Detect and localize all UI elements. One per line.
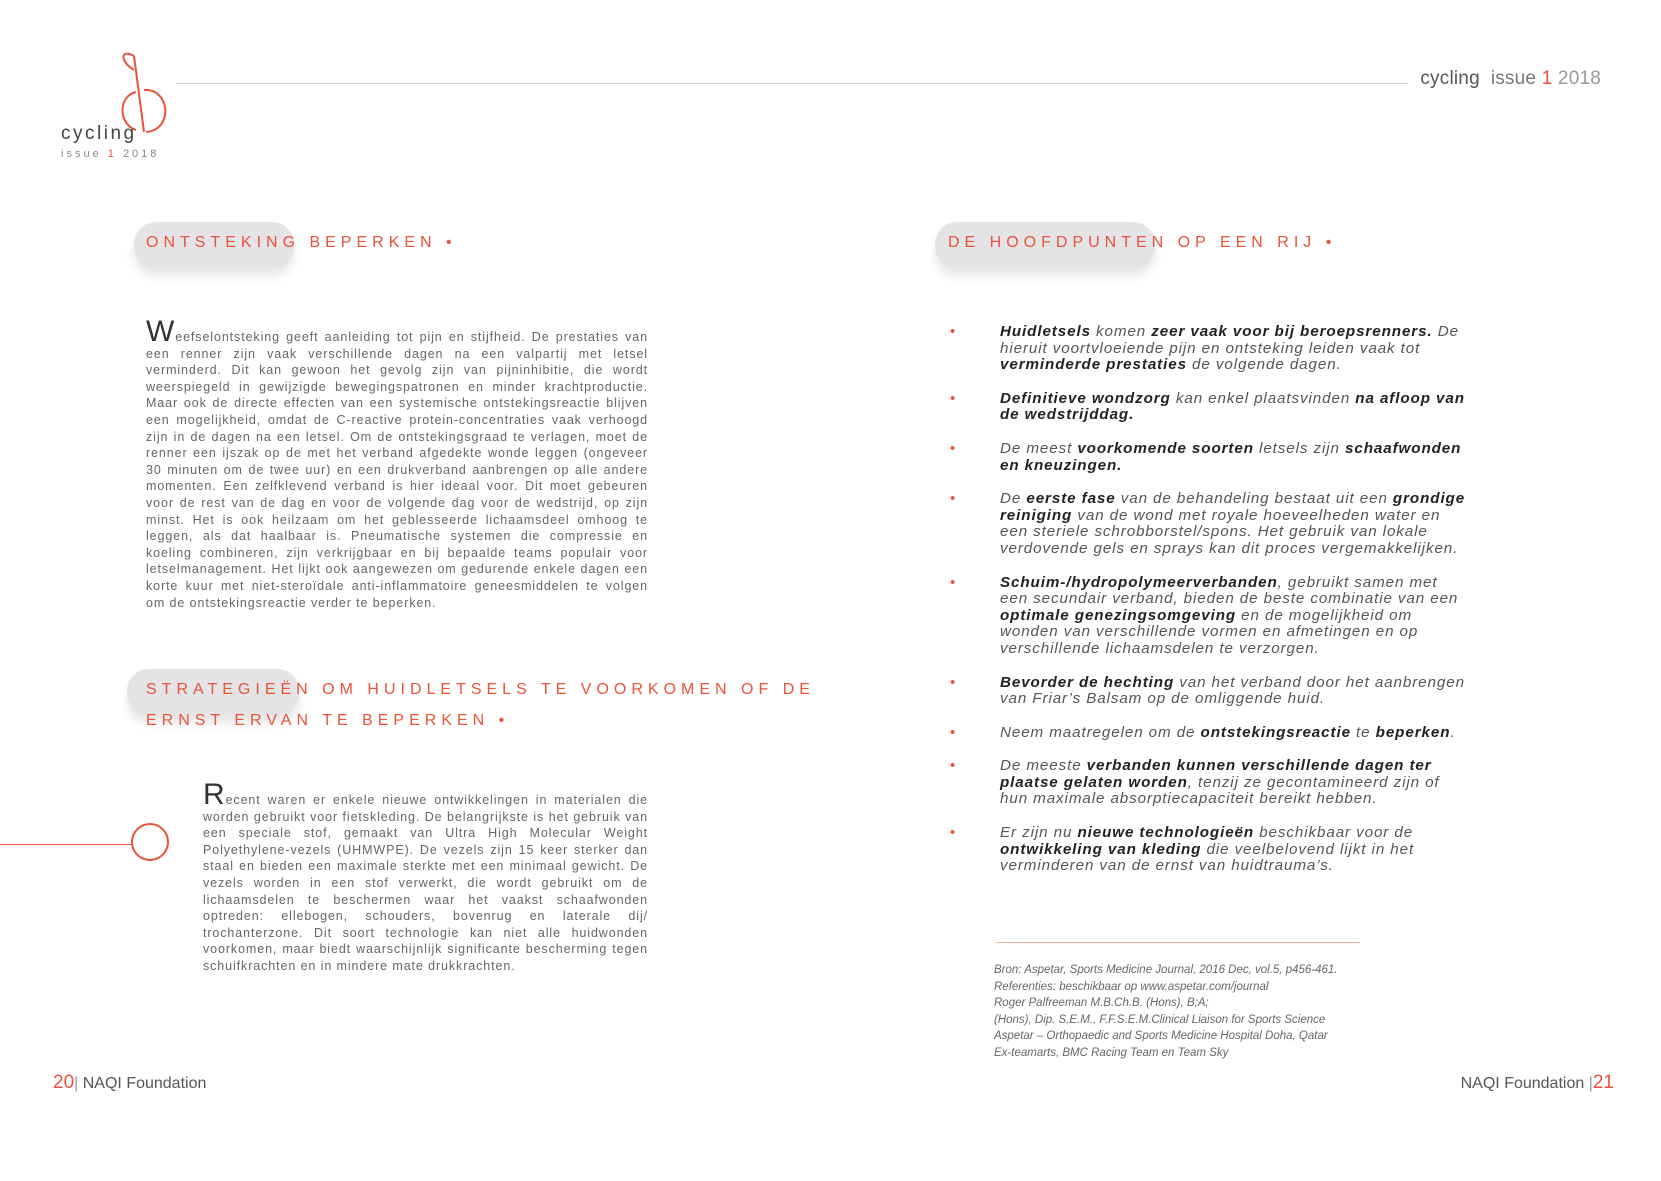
section-heading-ontsteking: ONTSTEKING BEPERKEN • xyxy=(146,234,457,251)
bullet-dot-icon: • xyxy=(950,490,957,508)
key-point-item: • Definitieve wondzorg kan enkel plaatsvinden na afloop van de wedstrijddag. xyxy=(950,389,1465,424)
source-line: Referenties: beschikbaar op www.aspetar.com/journal xyxy=(994,980,1269,993)
key-point-item: • Bevorder de hechting van het verband door het aanbrengen van Friar’s Balsam op de omliggende huid. xyxy=(950,673,1465,708)
bullet-dot-icon: • xyxy=(950,389,957,407)
section-body-strategieen: Recent waren er enkele nieuwe ontwikkelingen in materialen die worden gebruikt voor fietskleding. De belangrijkste is het gebruik van een speciale stof, gemaakt van Ultra High Molecular Weight Polyethylene-vezels (UHMWPE). De vezels zijn 15 keer sterker dan staal en bieden een maximale sterkte met een minimaal gewicht. De vezels worden in een stof verwerkt, die wordt gebruikt om de lichaamsdelen te beschermen waar het vaakst schaafwonden optreden: ellebogen, schouders, bovenrug en laterale dij/ trochanterzone. Dit soort technologie kan niet alle huidwonden voorkomen, maar biedt waarschijnlijk significante bescherming tegen schuifkrachten en in mindere mate drukkrachten. xyxy=(203,778,648,973)
key-point-item: • Huidletsels komen zeer vaak voor bij beroepsrenners. De hieruit voortvloeiende pijn en ontsteking leiden vaak tot verminderde prestaties de volgende dagen. xyxy=(950,323,1459,374)
dropcap: W xyxy=(146,315,176,348)
dropcap: R xyxy=(203,778,226,811)
header-issue: cycling issue 1 2018 xyxy=(1420,68,1601,89)
footer-org: NAQI Foundation xyxy=(1460,1075,1585,1092)
page-number-right: 21 xyxy=(1592,1072,1614,1093)
source-references xyxy=(994,962,1414,1062)
key-point-item: • Neem maatregelen om de ontstekingsreactie te beperken. xyxy=(950,723,1456,741)
section-heading-strategieen-line2: ERNST ERVAN TE BEPERKEN • xyxy=(146,712,510,729)
footer-left: 20| NAQI Foundation xyxy=(53,1072,207,1093)
key-points-list xyxy=(946,324,1466,892)
source-divider xyxy=(996,942,1360,943)
key-point-item: • De meeste verbanden kunnen verschillende dagen ter plaatse gelaten worden, tenzij ze gecontamineerd zijn of hun maximale absorptiecapaciteit bereikt hebben. xyxy=(950,757,1440,808)
header-rule xyxy=(176,83,1408,84)
key-point-item: • Schuim-/hydropolymeerverbanden, gebruikt samen met een secundair verband, bieden de beste combinatie van een optimale genezingsomgeving en de mogelijkheid om wonden van verschillende vormen en afmetingen en op verschillende lichaamsdelen te verzorgen. xyxy=(950,573,1459,657)
page-number-left: 20 xyxy=(53,1072,75,1093)
bullet-dot-icon: • xyxy=(950,439,957,457)
circle-icon xyxy=(131,823,169,861)
source-line: Aspetar – Orthopaedic and Sports Medicine Hospital Doha, Qatar xyxy=(994,1030,1328,1043)
footer-org: NAQI Foundation xyxy=(82,1075,207,1092)
section-body-ontsteking: Weefselontsteking geeft aanleiding tot pijn en stijfheid. De prestaties van een renner zijn vaak verschillende dagen na een valpartij met letsel verminderd. Dit kan gewoon het gevolg zijn van pijninhibitie, die wordt weerspiegeld in gewijzigde bewegingspatronen en minder krachtproductie. Maar ook de directe effecten van een systemische ontstekingsreactie blijven een mogelijkheid, omdat de C-reactive protein-concentraties vaak verhoogd zijn in de dagen na een letsel. Om de ontstekingsgraad te verlagen, moet de renner een ijszak op de met het verband afgedekte wonde leggen (ongeveer 30 minuten om de twee uur) en een drukverband aanbrengen op alle andere momenten. Een zelfklevend verband is hier ideaal voor. Dit moet gebeuren voor de rest van de dag en voor de volgende dag voor de wedstrijd, op zijn minst. Het is ook heilzaam om het geblesseerde lichaamsdeel omhoog te leggen, als dat haalbaar is. Pneumatische systemen die compressie en koeling combineren, zijn verkrijgbaar en bij bepaalde teams populair voor letselmanagement. Het lijkt ook aangewezen om gedurende enkele dagen een korte kuur met niet-steroïdale anti-inflammatoire geneesmiddelen te volgen om de ontstekingsreactie verder te beperken. xyxy=(146,315,648,610)
bullet-dot-icon: • xyxy=(950,673,957,691)
bullet-dot-icon: • xyxy=(950,824,957,842)
source-line: (Hons), Dip. S.E.M., F.F.S.E.M.Clinical Liaison for Sports Science xyxy=(994,1013,1326,1026)
footer-right: NAQI Foundation |21 xyxy=(1460,1072,1614,1093)
bullet-dot-icon: • xyxy=(950,573,957,591)
key-point-item: • De eerste fase van de behandeling bestaat uit een grondige reiniging van de wond met royale hoeveelheden water en een steriele schrobborstel/spons. Het gebruik van lokale verdovende gels en sprays kan dit proces vergemakkelijken. xyxy=(950,490,1466,557)
source-line: Bron: Aspetar, Sports Medicine Journal, 2016 Dec, vol.5, p456-461. xyxy=(994,964,1338,976)
bullet-dot-icon: • xyxy=(950,757,957,775)
section-heading-strategieen-line1: STRATEGIEËN OM HUIDLETSELS TE VOORKOMEN OF DE xyxy=(146,681,815,698)
bullet-dot-icon: • xyxy=(950,723,957,741)
decorative-line xyxy=(0,844,132,845)
section-heading-hoofdpunten: DE HOOFDPUNTEN OP EEN RIJ • xyxy=(948,234,1337,251)
source-line: Roger Palfreeman M.B.Ch.B. (Hons), B;A; xyxy=(994,997,1209,1010)
logo-wordmark: cycling xyxy=(61,123,137,144)
key-point-item: • Er zijn nu nieuwe technologieën beschikbaar voor de ontwikkeling van kleding die veelbelovend lijkt in het verminderen van de ernst van huidtrauma’s. xyxy=(950,824,1415,875)
logo-issue: issue 1 2018 xyxy=(61,148,160,160)
key-point-item: • De meest voorkomende soorten letsels zijn schaafwonden en kneuzingen. xyxy=(950,439,1462,474)
bullet-dot-icon: • xyxy=(950,323,957,340)
source-line: Ex-teamarts, BMC Racing Team en Team Sky xyxy=(994,1046,1229,1059)
